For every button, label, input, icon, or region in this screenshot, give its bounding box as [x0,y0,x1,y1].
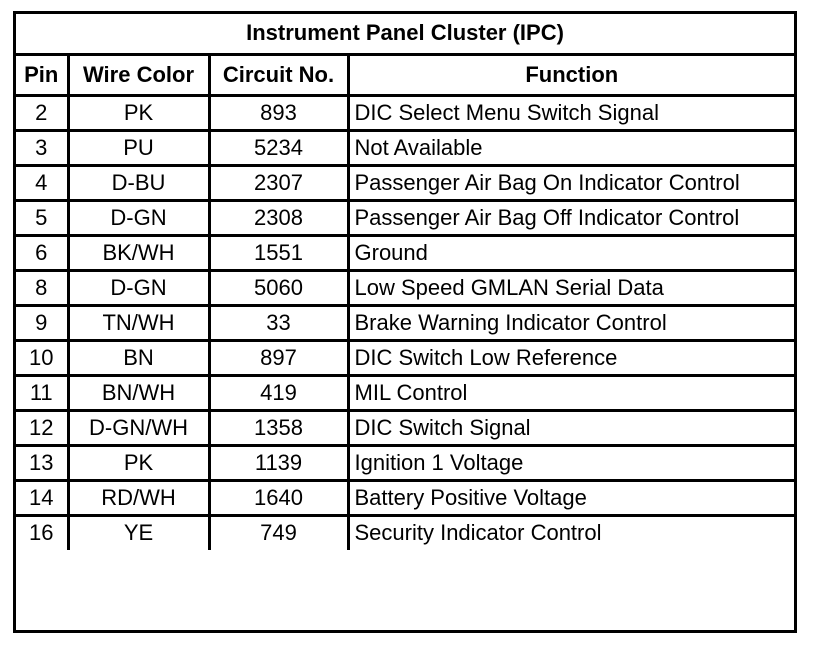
table-row [16,375,794,410]
circuit-no-cell: 5060 [209,270,348,305]
wire-color-cell: PK [68,445,209,480]
table-row [16,270,794,305]
function-cell: Not Available [348,130,794,165]
circuit-no-cell: 33 [209,305,348,340]
pin-cell: 13 [16,445,68,480]
circuit-no-cell: 893 [209,95,348,130]
table-row [16,445,794,480]
function-cell: Battery Positive Voltage [348,480,794,515]
function-cell: Passenger Air Bag Off Indicator Control [348,200,794,235]
function-cell: DIC Select Menu Switch Signal [348,95,794,130]
table-title: Instrument Panel Cluster (IPC) [16,14,794,54]
header-circuit-no: Circuit No. [209,54,348,95]
table-row [16,480,794,515]
pin-cell: 16 [16,515,68,550]
circuit-no-cell: 2307 [209,165,348,200]
connector-table [16,14,794,550]
circuit-no-cell: 1551 [209,235,348,270]
wire-color-cell: D-GN [68,270,209,305]
function-cell: DIC Switch Signal [348,410,794,445]
circuit-no-cell: 749 [209,515,348,550]
circuit-no-cell: 419 [209,375,348,410]
wire-color-cell: BN [68,340,209,375]
wire-color-cell: YE [68,515,209,550]
table-row [16,515,794,550]
wire-color-cell: PU [68,130,209,165]
wire-color-cell: PK [68,95,209,130]
table-row [16,200,794,235]
circuit-no-cell: 2308 [209,200,348,235]
pin-cell: 14 [16,480,68,515]
circuit-no-cell: 1640 [209,480,348,515]
wire-color-cell: D-BU [68,165,209,200]
wire-color-cell: TN/WH [68,305,209,340]
wire-color-cell: BN/WH [68,375,209,410]
header-pin: Pin [16,54,68,95]
pin-cell: 6 [16,235,68,270]
table-row [16,130,794,165]
table-row [16,305,794,340]
header-function: Function [348,54,794,95]
pin-cell: 11 [16,375,68,410]
circuit-no-cell: 1358 [209,410,348,445]
pin-cell: 10 [16,340,68,375]
pin-cell: 2 [16,95,68,130]
connector-table-frame [13,11,797,633]
function-cell: Security Indicator Control [348,515,794,550]
pin-cell: 5 [16,200,68,235]
function-cell: MIL Control [348,375,794,410]
header-wire-color: Wire Color [68,54,209,95]
pin-cell: 9 [16,305,68,340]
table-row [16,165,794,200]
wire-color-cell: D-GN/WH [68,410,209,445]
function-cell: Ground [348,235,794,270]
circuit-no-cell: 1139 [209,445,348,480]
wire-color-cell: D-GN [68,200,209,235]
pin-cell: 4 [16,165,68,200]
wire-color-cell: RD/WH [68,480,209,515]
function-cell: Ignition 1 Voltage [348,445,794,480]
function-cell: DIC Switch Low Reference [348,340,794,375]
circuit-no-cell: 897 [209,340,348,375]
function-cell: Brake Warning Indicator Control [348,305,794,340]
wire-color-cell: BK/WH [68,235,209,270]
function-cell: Low Speed GMLAN Serial Data [348,270,794,305]
table-row [16,95,794,130]
pin-cell: 12 [16,410,68,445]
function-cell: Passenger Air Bag On Indicator Control [348,165,794,200]
table-row [16,235,794,270]
pin-cell: 8 [16,270,68,305]
table-row [16,410,794,445]
table-row [16,340,794,375]
pin-cell: 3 [16,130,68,165]
circuit-no-cell: 5234 [209,130,348,165]
